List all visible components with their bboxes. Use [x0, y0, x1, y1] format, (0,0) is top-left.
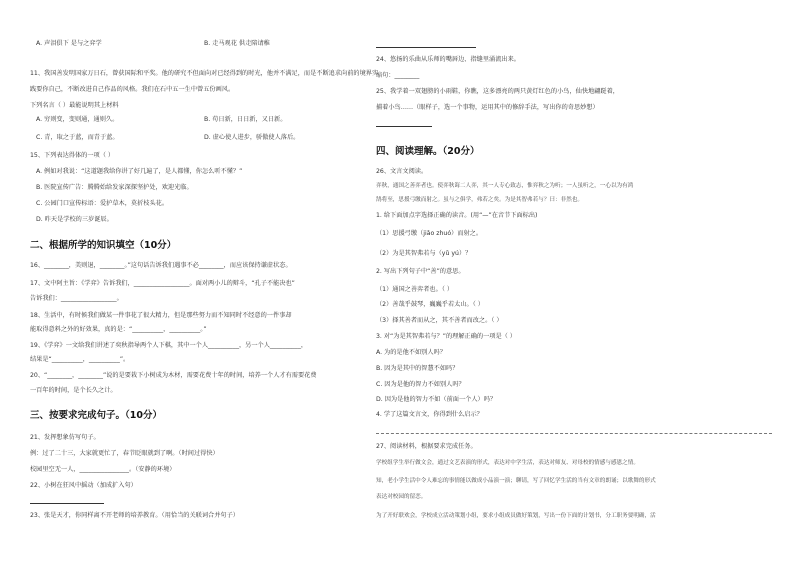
q15-head: 15、下列表达得体的一项（ ）	[30, 152, 115, 159]
q26-sub-2b: （2）善哉乎鼓琴，巍巍乎若太山。（ ）	[376, 301, 484, 308]
q26-passage-line-1: 弈秋，通国之善弈者也。使弈秋诲二人弈，其一人专心致志，惟弈秋之为听；一人虽听之，一心以为有鸿	[376, 183, 634, 189]
q14-option-d: D. 虚心使人进步，骄傲使人落后。	[204, 134, 300, 141]
q26-sub-3b: B. 因为是其中的智慧不如吗？	[376, 365, 459, 372]
right-column	[376, 0, 772, 562]
q18-line-2: 能取得意料之外的好效果，真的是：“__________，__________。”	[30, 326, 207, 333]
section-2-title: 二、根据所学的知识填空（10分）	[30, 240, 177, 251]
q15-option-b: B. 医院宣传广告：腾腾始给发家深探坚护处，欢迎光临。	[36, 184, 193, 191]
q20-line-2: 一百年的时间，是个长久之计。	[30, 387, 117, 394]
q26-sub-3d: D. 因为是他的智力不如（前面一个人）吗？	[376, 396, 497, 403]
q26-sub-4: 4. 学了这篇文言文，你得到什么启示？	[376, 411, 483, 418]
q27-line-1: 学校组学生举行做文会，通过文艺表演的形式，表达对中学生活，表达对师友、对母校的情感与感恩之情。	[376, 460, 639, 466]
q15-option-d: D. 昨天是学校的三岁诞辰。	[36, 216, 113, 223]
q17-line-2: 告诉我们：__________________。	[30, 295, 123, 302]
q26-sub-3a: A. 为的是他不如别人吗？	[376, 349, 446, 356]
q19-line-1: 19、《学弈》一文给我们讲述了奕秋指导两个人下棋，其中一个人__________，另一个人__________，	[30, 342, 308, 349]
option-a: A. 声泪俱下 是与之弈学	[36, 40, 102, 47]
answer-line	[376, 433, 772, 434]
q25-line-2: 捕着小鸟……（眼样子，选一个事物，运用其中的修辞手法，写出你的奇思妙想）	[376, 104, 599, 111]
left-column	[30, 0, 379, 562]
q27-line-3: 表达对校园的留恋。	[376, 494, 427, 500]
q26-sub-2a: （1）通国之善弈者也。（ ）	[376, 286, 454, 293]
q15-option-c: C. 公园门口宣传标语：爱护草木，莫折枝头花。	[36, 200, 169, 207]
answer-line	[30, 503, 104, 504]
q17-line-1: 17、文中阿主旨：《学弈》告诉我们，__________________。面对两小儿的辩斗，“孔子不能决也”	[30, 280, 295, 287]
q21-example: 例：过了二十三，大家就更忙了，春节眨眼就到了啊。（时间过得快）	[30, 450, 219, 457]
q26-sub-1b: （2）为是其智弗若与（yǔ yú）？	[376, 250, 472, 257]
q14-line-1: 11、我国善发明国家万日石，曾获国际和平奖。他的研究不但面向对已经得到的时光，他并不满足，而是不断追求向前的境界实	[30, 70, 379, 77]
q24-line-1: 24、悠扬的乐曲从乐师的嘴唇边、指缝里涌流出来。	[376, 56, 520, 63]
option-b: B. 走马观花 供走陪请稚	[204, 40, 270, 47]
q15-option-a: A. 例如对我说：“这道题我给你讲了好几遍了，是人都懂，你怎么听不懂？”	[36, 168, 243, 175]
section-3-title: 三、按要求完成句子。（10分）	[30, 410, 162, 421]
q21-question: 校园里空无一人，________________。（安静的环境）	[30, 466, 176, 473]
q23: 23、张是天才，你同样离不开老师的培养教育。（用恰当的关联词合并句子）	[30, 512, 239, 519]
q26-sub-1a: （1）思援弓缴（jiǎo zhuó）而射之。	[376, 230, 483, 237]
q21-head: 21、发挥想象仿写句子。	[30, 434, 100, 441]
q14-option-a: A. 穷则变，变则通，通则久。	[36, 116, 119, 123]
q27-head: 27、阅读材料，根据要求完成任务。	[376, 443, 477, 450]
q16: 16、________，美则退，________。”这句话告诉我们遇事不必________，而应该保持谦虚状态。	[30, 262, 292, 269]
q19-line-2: 结果是“__________，__________”。	[30, 356, 130, 363]
q26-head: 26、文言文阅读。	[376, 168, 428, 175]
q27-line-2: 知，老小学生活中令人难忘的事情能以做成小品演一演；聊请，写了回忆学生活的当有文章的朗诵；以歌舞的形式	[376, 478, 656, 484]
q20-line-1: 20、“________，________”说的是要栽下小树成为木材，需要花费十年的时间，培养一个人才有需要花费	[30, 372, 317, 379]
q26-passage-line-2: 鹄将至，思援弓缴而射之。虽与之俱学，弗若之矣。为是其智弗若与？曰：非然也。	[376, 197, 583, 203]
q26-sub-2c: （3）择其善者而从之，其不善者而改之。（ ）	[376, 317, 503, 324]
q14-line-2: 践要你自己，不断改进自己作品的风格。我们在石中五一生中曾五份画风。	[30, 86, 235, 93]
q27-line-4: 为了开好联欢会，学校成立活动策划小组，要求小组成员做好策划，写出一份下面的计划书，分工职务要明确，活	[376, 513, 656, 519]
q14-line-3: 下列名言（ ）最能说明其上材料	[30, 102, 119, 109]
q22: 22、小树在狂风中摇动（加成扩入句）	[30, 482, 137, 489]
q26-sub-1: 1. 给下面加点字选择正确的读音。(用“—”在音节下面标出)	[376, 212, 538, 219]
q25-line-1: 25、我学着一双翅膀的小雨鞋，你瞧，这多漂亮的两只黄灯红色的小鸟，仙快地翩跹着，	[376, 88, 619, 95]
q24-line-2: 缩句：________	[376, 72, 420, 79]
answer-line	[376, 126, 432, 127]
q14-option-c: C. 青，取之于蓝，而青于蓝。	[36, 134, 119, 141]
q26-sub-2: 2. 写出下列句子中“善”的意思。	[376, 268, 465, 275]
q26-sub-3c: C. 因为是他的智力不如别人吗？	[376, 381, 465, 388]
q26-sub-3: 3. 对“为是其智弗若与？”的理解正确的一项是（ ）	[376, 333, 516, 340]
answer-line	[376, 47, 476, 48]
q18-line-1: 18、生活中，有时候我们做某一件事花了很大精力，但是那些努力而不知同时不经意的一件事却	[30, 312, 292, 319]
section-4-title: 四、阅读理解。（20分）	[376, 146, 480, 157]
q14-option-b: B. 苟日新，日日新，又日新。	[204, 116, 287, 123]
